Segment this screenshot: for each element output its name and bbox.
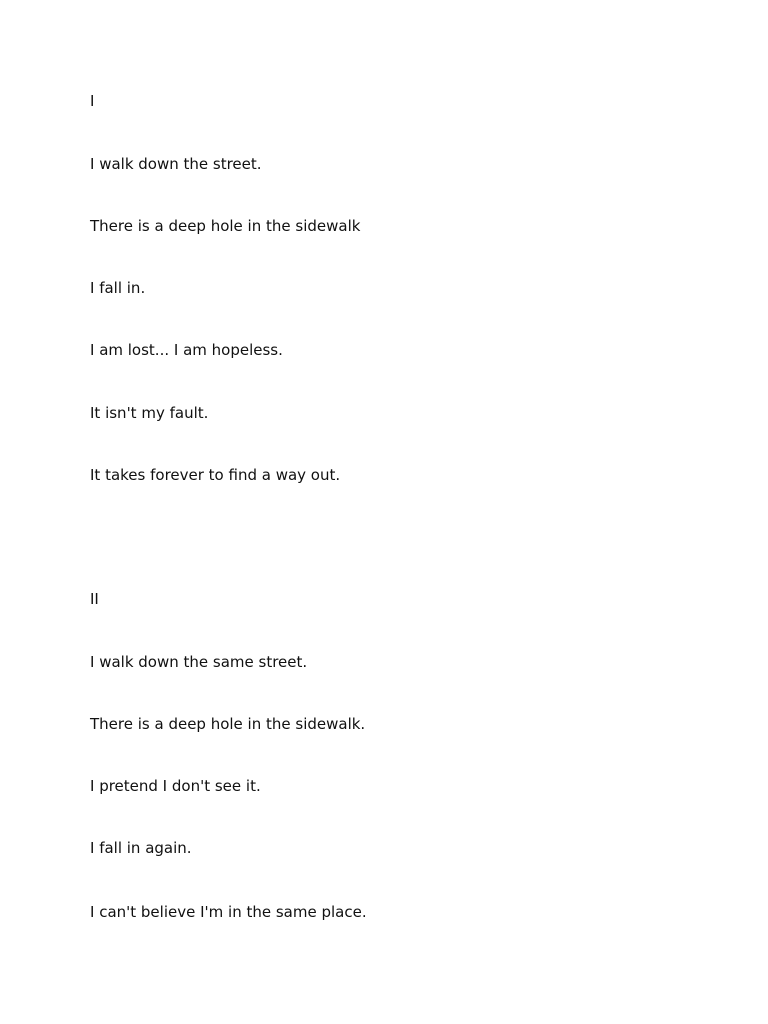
- stanza-1-line-3: I fall in.: [90, 279, 146, 297]
- stanza-1-line-4: I am lost... I am hopeless.: [90, 341, 283, 359]
- stanza-1-line-6: It takes forever to find a way out.: [90, 466, 341, 484]
- stanza-2-numeral: II: [90, 590, 99, 608]
- stanza-1-line-5: It isn't my fault.: [90, 404, 209, 422]
- stanza-2-line-5: I can't believe I'm in the same place.: [90, 903, 367, 921]
- stanza-1-line-1: I walk down the street.: [90, 155, 262, 173]
- stanza-1-line-2: There is a deep hole in the sidewalk: [90, 217, 361, 235]
- stanza-2-line-2: There is a deep hole in the sidewalk.: [90, 715, 366, 733]
- stanza-1-numeral: I: [90, 92, 95, 110]
- stanza-2-line-4: I fall in again.: [90, 839, 192, 857]
- stanza-2-line-1: I walk down the same street.: [90, 653, 308, 671]
- stanza-2-line-3: I pretend I don't see it.: [90, 777, 261, 795]
